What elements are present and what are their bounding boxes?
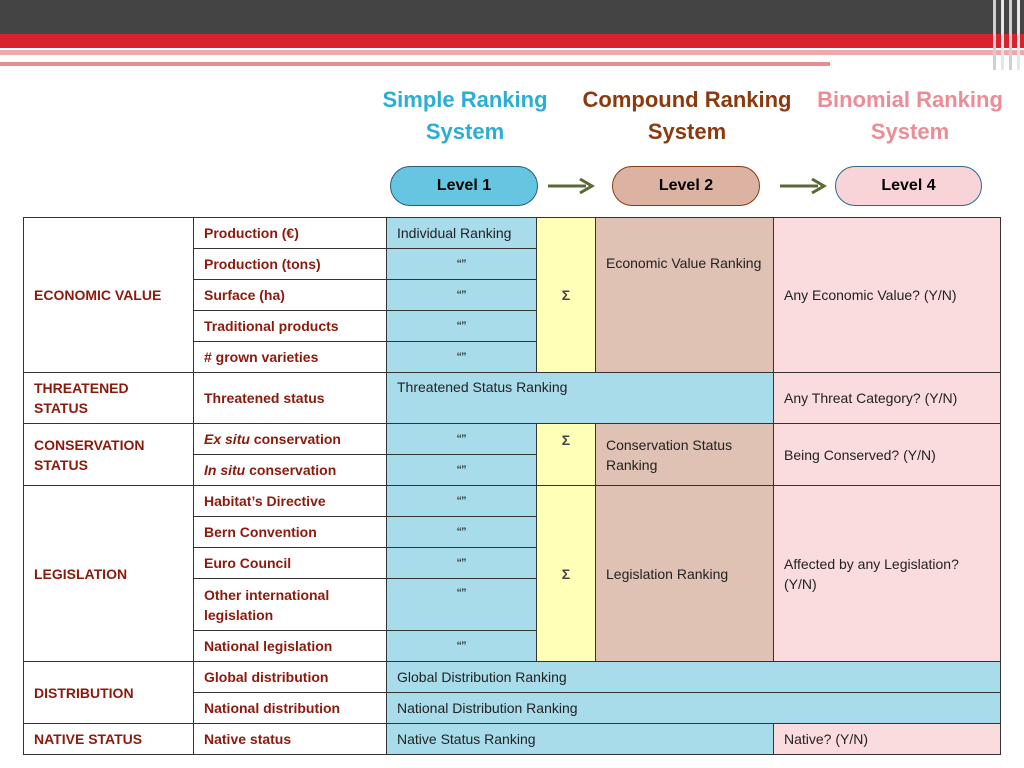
- binomial-ranking-cell: Affected by any Legislation? (Y/N): [774, 486, 1001, 662]
- title-line: Simple Ranking: [382, 87, 548, 112]
- simple-ranking-cell: National Distribution Ranking: [387, 693, 1001, 724]
- category-cell: DISTRIBUTION: [24, 662, 194, 724]
- ditto-cell: “”: [387, 517, 537, 548]
- title-line: Compound Ranking: [582, 87, 792, 112]
- criterion-cell: Native status: [194, 724, 387, 755]
- criterion-cell: Euro Council: [194, 548, 387, 579]
- criterion-rest: conservation: [249, 431, 341, 447]
- header-band-red: [0, 34, 1024, 48]
- table-row: [24, 424, 1001, 455]
- ditto-cell: “”: [387, 249, 537, 280]
- criterion-cell: Bern Convention: [194, 517, 387, 548]
- binomial-ranking-cell: Native? (Y/N): [774, 724, 1001, 755]
- binomial-ranking-cell: Any Economic Value? (Y/N): [774, 218, 1001, 373]
- ditto-cell: “”: [387, 486, 537, 517]
- category-cell: NATIVE STATUS: [24, 724, 194, 755]
- criterion-cell: Habitat’s Directive: [194, 486, 387, 517]
- criterion-cell: [194, 424, 387, 455]
- header-stripe: [993, 0, 996, 70]
- table-row: [24, 373, 1001, 424]
- level-1-pill: Level 1: [390, 166, 538, 206]
- header-band-dark: [0, 0, 1024, 34]
- arrow-right-icon: [546, 176, 598, 196]
- header-stripe: [1009, 0, 1012, 70]
- category-cell: LEGISLATION: [24, 486, 194, 662]
- arrow-right-icon: [778, 176, 830, 196]
- criterion-cell: Other international legislation: [194, 579, 387, 631]
- criterion-cell: Production (€): [194, 218, 387, 249]
- title-line: System: [647, 119, 727, 144]
- criterion-cell: Threatened status: [194, 373, 387, 424]
- table-row: [24, 486, 1001, 517]
- ditto-cell: “”: [387, 455, 537, 486]
- table-row: [24, 662, 1001, 693]
- simple-ranking-title: [360, 84, 570, 148]
- ranking-table: [23, 217, 1001, 755]
- criterion-emphasis: In situ: [204, 462, 246, 478]
- table-row: [24, 218, 1001, 249]
- simple-ranking-cell: Global Distribution Ranking: [387, 662, 1001, 693]
- sum-symbol: Σ: [537, 218, 596, 373]
- header-band-light: [0, 48, 1024, 70]
- ditto-cell: “”: [387, 548, 537, 579]
- category-cell: THREATENED STATUS: [24, 373, 194, 424]
- criterion-cell: # grown varieties: [194, 342, 387, 373]
- table-row: [24, 724, 1001, 755]
- ditto-cell: “”: [387, 424, 537, 455]
- compound-ranking-title: [572, 84, 802, 148]
- compound-ranking-cell: Economic Value Ranking: [596, 218, 774, 373]
- title-line: System: [425, 119, 505, 144]
- header-stripe: [1017, 0, 1020, 70]
- criterion-cell: National distribution: [194, 693, 387, 724]
- ditto-cell: “”: [387, 631, 537, 662]
- criterion-cell: Global distribution: [194, 662, 387, 693]
- criterion-cell: Traditional products: [194, 311, 387, 342]
- criterion-cell: [194, 455, 387, 486]
- title-line: Binomial Ranking: [817, 87, 1003, 112]
- level-4-pill: Level 4: [835, 166, 982, 206]
- level-2-pill: Level 2: [612, 166, 760, 206]
- binomial-ranking-cell: Being Conserved? (Y/N): [774, 424, 1001, 486]
- simple-ranking-cell: Individual Ranking: [387, 218, 537, 249]
- sum-symbol: Σ: [537, 424, 596, 486]
- criterion-cell: National legislation: [194, 631, 387, 662]
- title-line: System: [870, 119, 950, 144]
- simple-ranking-cell: Native Status Ranking: [387, 724, 774, 755]
- category-cell: ECONOMIC VALUE: [24, 218, 194, 373]
- header-stripe: [1001, 0, 1004, 70]
- criterion-rest: conservation: [245, 462, 337, 478]
- criterion-cell: Surface (ha): [194, 280, 387, 311]
- binomial-ranking-cell: Any Threat Category? (Y/N): [774, 373, 1001, 424]
- sum-symbol: Σ: [537, 486, 596, 662]
- criterion-emphasis: Ex situ: [204, 431, 250, 447]
- category-cell: CONSERVATION STATUS: [24, 424, 194, 486]
- ditto-cell: “”: [387, 311, 537, 342]
- ditto-cell: “”: [387, 342, 537, 373]
- compound-ranking-cell: Conservation Status Ranking: [596, 424, 774, 486]
- criterion-cell: Production (tons): [194, 249, 387, 280]
- simple-ranking-cell: Threatened Status Ranking: [387, 373, 774, 424]
- compound-ranking-cell: Legislation Ranking: [596, 486, 774, 662]
- ditto-cell: “”: [387, 579, 537, 631]
- binomial-ranking-title: [805, 84, 1015, 148]
- ditto-cell: “”: [387, 280, 537, 311]
